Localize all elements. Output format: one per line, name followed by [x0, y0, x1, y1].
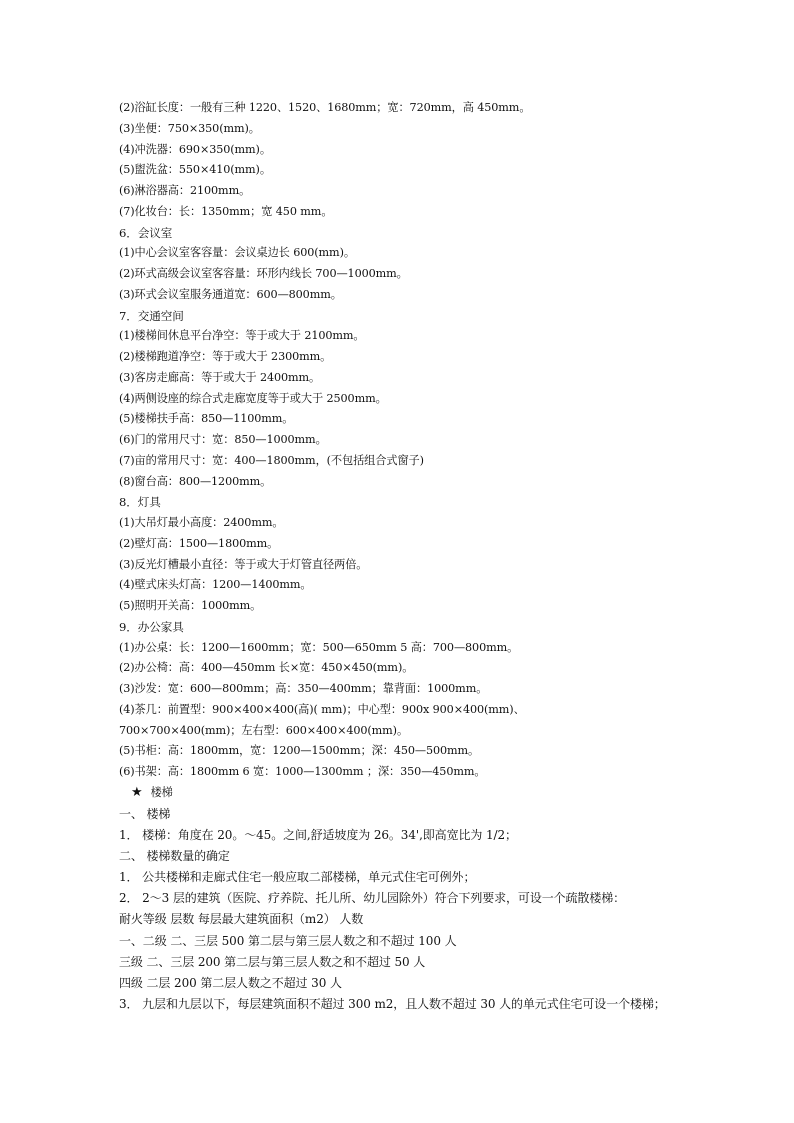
text-line: 3． 九层和九层以下，每层建筑面积不超过 300 m2，且人数不超过 30 人的单元式住宅可设一个楼梯；: [119, 997, 666, 1012]
section-heading: 7．交通空间: [119, 308, 184, 323]
text-line: (4)冲洗器：690×350(mm)。: [119, 142, 271, 156]
text-line: 四级 二层 200 第二层人数之不超过 30 人: [119, 976, 342, 990]
text-line: (3)环式会议室服务通道宽：600—800mm。: [119, 287, 342, 301]
text-line: 二、 楼梯数量的确定: [119, 848, 230, 863]
text-line: (7)亩的常用尺寸：宽：400—1800mm，(不包括组合式窗子): [119, 453, 424, 467]
text-line: 耐火等级 层数 每层最大建筑面积（m2） 人数: [119, 912, 364, 927]
text-line: (4)壁式床头灯高：1200—1400mm。: [119, 578, 312, 592]
text-line: (8)窗台高：800—1200mm。: [119, 474, 272, 488]
text-line: (5)照明开关高：1000mm。: [119, 599, 262, 612]
text-line: (4)茶几：前置型：900×400×400(高)( mm)；中心型：900x 900×400(mm)、: [119, 702, 525, 716]
text-line: (1)办公桌：长：1200—1600mm；宽：500—650mm 5 高：700—800mm。: [119, 640, 519, 654]
section-heading: 8．灯具: [119, 495, 161, 510]
section-heading: 9．办公家具: [119, 619, 184, 634]
star-heading-text: 楼梯: [150, 785, 173, 799]
text-line: (2)办公椅：高：400—450mm 长×宽：450×450(mm)。: [119, 661, 414, 675]
text-line: 1． 公共楼梯和走廊式住宅一般应取二部楼梯，单元式住宅可例外；: [119, 870, 476, 885]
document-body: [119, 98, 769, 1015]
text-line: (2)环式高级会议室客容量：环形内线长 700—1000mm。: [119, 267, 408, 280]
text-line: (1)楼梯间休息平台净空：等于或大于 2100mm。: [119, 329, 365, 343]
text-line: (5)盥洗盆：550×410(mm)。: [119, 163, 271, 177]
text-line: 三级 二、三层 200 第二层与第三层人数之和不超过 50 人: [119, 954, 426, 969]
star-icon: ★: [131, 784, 143, 800]
text-line: (3)坐便：750×350(mm)。: [119, 121, 260, 135]
text-line: (5)书柜：高：1800mm，宽：1200—1500mm；深：450—500mm。: [119, 744, 480, 758]
text-line: (1)大吊灯最小高度：2400mm。: [119, 516, 284, 529]
text-line: (3)客房走廊高：等于或大于 2400mm。: [119, 370, 321, 384]
text-line: (3)沙发：宽：600—800mm；高：350—400mm；靠背面：1000mm。: [119, 682, 488, 695]
text-line: (7)化妆台：长：1350mm；宽 450 mm。: [119, 204, 333, 218]
text-line: 2． 2～3 层的建筑（医院、疗养院、托儿所、幼儿园除外）符合下列要求，可设一个疏散楼梯：: [119, 891, 626, 906]
text-line: (6)书架：高：1800mm 6 宽：1000—1300mm ；深：350—450mm。: [119, 765, 486, 778]
text-line: (4)两侧设座的综合式走廊宽度等于或大于 2500mm。: [119, 391, 387, 405]
text-line: (2)浴缸长度：一般有三种 1220、1520、1680mm；宽：720mm，高 450mm。: [119, 101, 531, 114]
text-line: 一、二级 二、三层 500 第二层与第三层人数之和不超过 100 人: [119, 933, 457, 948]
text-line: (5)楼梯扶手高：850—1100mm。: [119, 412, 294, 426]
text-line: 一、 楼梯: [119, 806, 171, 821]
text-line: (1)中心会议室客容量：会议桌边长 600(mm)。: [119, 246, 355, 260]
text-line: (2)壁灯高：1500—1800mm。: [119, 536, 279, 550]
text-line: (6)门的常用尺寸：宽：850—1000mm。: [119, 433, 327, 446]
text-line: (2)楼梯跑道净空：等于或大于 2300mm。: [119, 350, 332, 363]
text-line: (6)淋浴器高：2100mm。: [119, 184, 251, 197]
star-heading: [119, 783, 769, 804]
section-heading: 6．会议室: [119, 225, 173, 240]
text-line: 1． 楼梯：角度在 20。～45。之间,舒适坡度为 26。34',即高宽比为 1/2；: [119, 827, 517, 842]
text-line: (3)反光灯槽最小直径：等于或大于灯管直径两倍。: [119, 557, 368, 571]
text-line: 700×700×400(mm)；左右型：600×400×400(mm)。: [119, 723, 409, 737]
